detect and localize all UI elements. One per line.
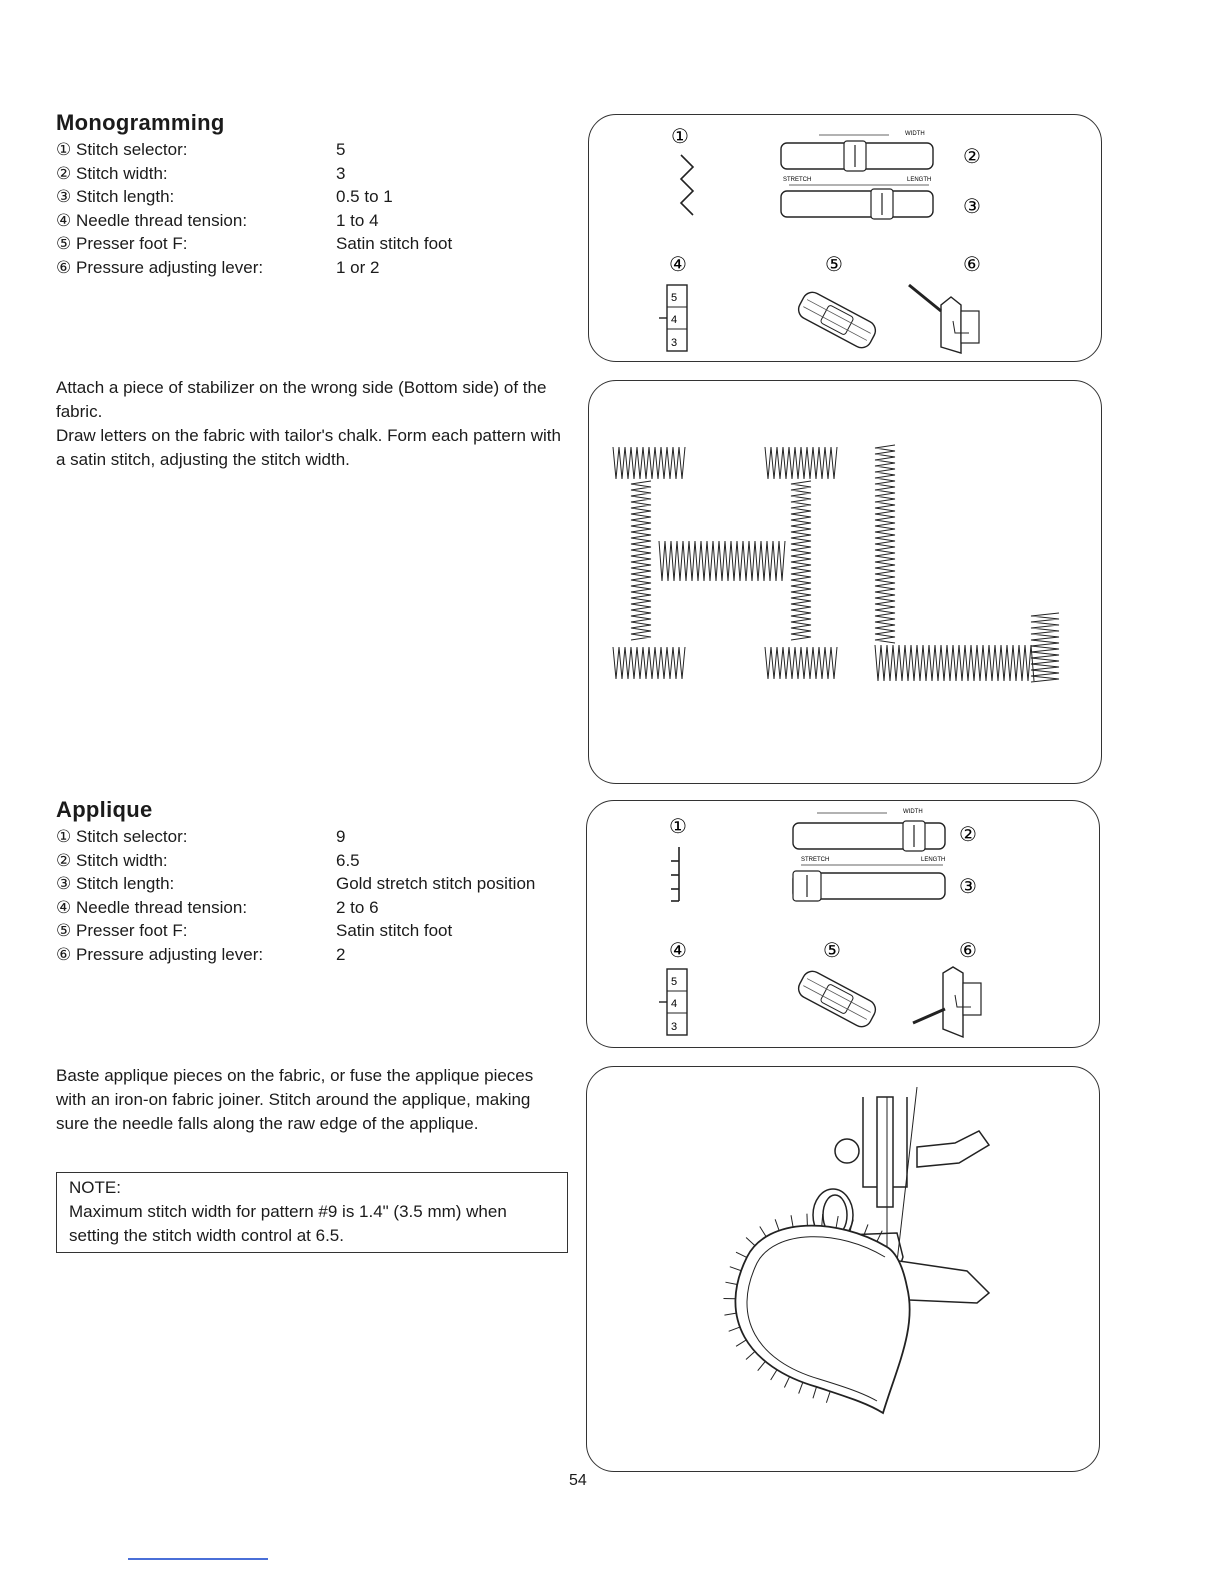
width-label: WIDTH (905, 131, 925, 137)
tension-mark: 4 (671, 998, 678, 1010)
hl-monogram-illustration (589, 381, 1103, 785)
setting-row (56, 943, 535, 967)
callout-1: ① (669, 816, 687, 838)
h-right-bottom-serif (765, 647, 837, 679)
callout-1: ① (671, 126, 689, 148)
h-crossbar (659, 541, 785, 581)
setting-label: Presser foot F: (75, 234, 188, 254)
note-title: NOTE: (69, 1178, 121, 1197)
callout-3: ③ (963, 196, 981, 218)
callout-number: ⑥ (56, 944, 72, 964)
pressure-lever-icon (913, 967, 981, 1037)
setting-label: Stitch length: (75, 874, 175, 894)
applique-stitch (791, 1215, 793, 1227)
tension-mark: 3 (671, 337, 678, 349)
applique-stitch (826, 1391, 830, 1402)
setting-label: Stitch width: (75, 850, 168, 870)
callout-5: ⑤ (823, 940, 841, 962)
tension-dial-icon (659, 285, 687, 351)
tension-mark: 4 (671, 314, 678, 326)
setting-value: Satin stitch foot (336, 921, 453, 941)
monogramming-instructions (56, 376, 566, 472)
callout-number: ④ (56, 897, 72, 917)
monogramming-title: Monogramming (56, 110, 225, 135)
setting-row (56, 825, 535, 849)
callout-4: ④ (669, 940, 687, 962)
applique-stitch (730, 1267, 741, 1271)
tension-mark: 5 (671, 976, 678, 988)
setting-label: Presser foot F: (75, 921, 188, 941)
l-end-serif (1031, 613, 1059, 682)
callout-2: ② (959, 824, 977, 846)
applique-stitch (746, 1351, 755, 1359)
stitch-length-dial (781, 191, 933, 217)
tension-mark: 5 (671, 292, 678, 304)
applique-illustration-panel (586, 1066, 1100, 1472)
setting-label: Pressure adjusting lever: (75, 944, 264, 964)
setting-label: Pressure adjusting lever: (75, 257, 264, 277)
applique-stitch (784, 1377, 789, 1388)
setting-value: 2 to 6 (336, 897, 379, 917)
setting-row (56, 849, 535, 873)
footer-link-underline[interactable] (128, 1558, 268, 1560)
callout-number: ⑥ (56, 257, 72, 277)
blind-stitch-icon (671, 847, 679, 901)
instruction-paragraph: Attach a piece of stabilizer on the wrong side (Bottom side) of the fabric. (56, 378, 547, 421)
setting-value: 0.5 to 1 (336, 187, 393, 207)
stretch-label: STRETCH (783, 177, 812, 183)
length-label: LENGTH (921, 857, 946, 863)
stretch-label: STRETCH (801, 857, 830, 863)
note-text: Maximum stitch width for pattern #9 is 1.4" (3.5 mm) when setting the stitch width control at 6.5. (69, 1202, 507, 1245)
page-number: 54 (569, 1472, 587, 1489)
tension-mark: 3 (671, 1021, 678, 1033)
setting-row (56, 256, 452, 280)
setting-row (56, 896, 535, 920)
callout-3: ③ (959, 876, 977, 898)
applique-settings (56, 825, 535, 967)
callout-number: ③ (56, 874, 72, 894)
setting-row (56, 162, 452, 186)
callout-number: ② (56, 850, 72, 870)
applique-stitch (736, 1252, 747, 1257)
monogram-example-panel (588, 380, 1102, 784)
callout-6: ⑥ (959, 940, 977, 962)
setting-row (56, 872, 535, 896)
callout-number: ④ (56, 210, 72, 230)
setting-row (56, 138, 452, 162)
needle-bar (877, 1097, 893, 1207)
instruction-paragraph: Draw letters on the fabric with tailor's chalk. Form each pattern with a satin stitch, adjusting the stitch width. (56, 426, 561, 469)
length-label: LENGTH (907, 177, 932, 183)
h-right-stem (791, 481, 811, 640)
applique-stitch (746, 1238, 755, 1246)
pressure-lever-icon (909, 285, 979, 353)
setting-value: 6.5 (336, 850, 360, 870)
applique-sewing-illustration (587, 1067, 1101, 1473)
setting-row (56, 919, 535, 943)
applique-stitch (760, 1226, 766, 1236)
instruction-paragraph: Baste applique pieces on the fabric, or fuse the applique pieces with an iron-on fabric joiner. Stitch around the applique, making sure the needle falls along the raw edge of the applique. (56, 1066, 534, 1133)
setting-value: Gold stretch stitch position (336, 874, 536, 894)
applique-stitch (771, 1370, 777, 1380)
callout-5: ⑤ (825, 254, 843, 276)
callout-number: ① (56, 827, 72, 846)
width-label: WIDTH (903, 809, 923, 815)
setting-label: Stitch width: (75, 163, 168, 183)
setting-value: 1 to 4 (336, 210, 379, 230)
applique-stitch (775, 1219, 779, 1230)
callout-number: ③ (56, 187, 72, 207)
lever-arm (917, 1131, 989, 1167)
callout-number: ⑤ (56, 234, 72, 254)
callout-number: ⑤ (56, 921, 72, 941)
callout-4: ④ (669, 254, 687, 276)
h-left-stem (631, 481, 651, 640)
setting-label: Needle thread tension: (75, 897, 248, 917)
note-box (56, 1172, 568, 1253)
applique-stitch (724, 1313, 736, 1315)
h-left-top-serif (613, 447, 685, 479)
setting-row (56, 232, 452, 256)
callout-number: ② (56, 163, 72, 183)
setting-value: 1 or 2 (336, 257, 380, 277)
setting-value: 2 (336, 944, 346, 964)
zigzag-stitch-icon (681, 155, 693, 215)
satin-stitch-foot-icon (795, 968, 879, 1030)
setting-row (56, 209, 452, 233)
setting-value: 3 (336, 163, 346, 183)
satin-stitch-foot-icon (795, 289, 879, 351)
setting-row (56, 185, 452, 209)
setting-label: Stitch selector: (75, 140, 188, 159)
applique-stitch (758, 1361, 766, 1370)
h-right-top-serif (765, 447, 837, 479)
needle-clamp-screw (835, 1139, 859, 1163)
applique-settings-diagram (586, 800, 1100, 1048)
applique-title: Applique (56, 797, 153, 822)
setting-value: Satin stitch foot (336, 234, 453, 254)
applique-stitch (799, 1382, 803, 1393)
setting-value: 5 (336, 140, 346, 159)
applique-instructions (56, 1064, 556, 1136)
l-base (875, 645, 1034, 681)
heart-applique (735, 1226, 909, 1413)
l-stem (875, 445, 895, 643)
setting-value: 9 (336, 827, 346, 846)
h-left-bottom-serif (613, 647, 685, 679)
applique-stitch (729, 1327, 740, 1331)
applique-stitch (813, 1387, 817, 1398)
monogramming-settings (56, 138, 452, 280)
setting-label: Stitch length: (75, 187, 175, 207)
tension-dial-icon (659, 969, 687, 1035)
callout-2: ② (963, 146, 981, 168)
callout-number: ① (56, 140, 72, 159)
applique-stitch (725, 1282, 737, 1284)
setting-label: Stitch selector: (75, 827, 188, 846)
applique-stitch (736, 1340, 746, 1346)
setting-label: Needle thread tension: (75, 210, 248, 230)
monogramming-settings-diagram (588, 114, 1102, 362)
callout-6: ⑥ (963, 254, 981, 276)
